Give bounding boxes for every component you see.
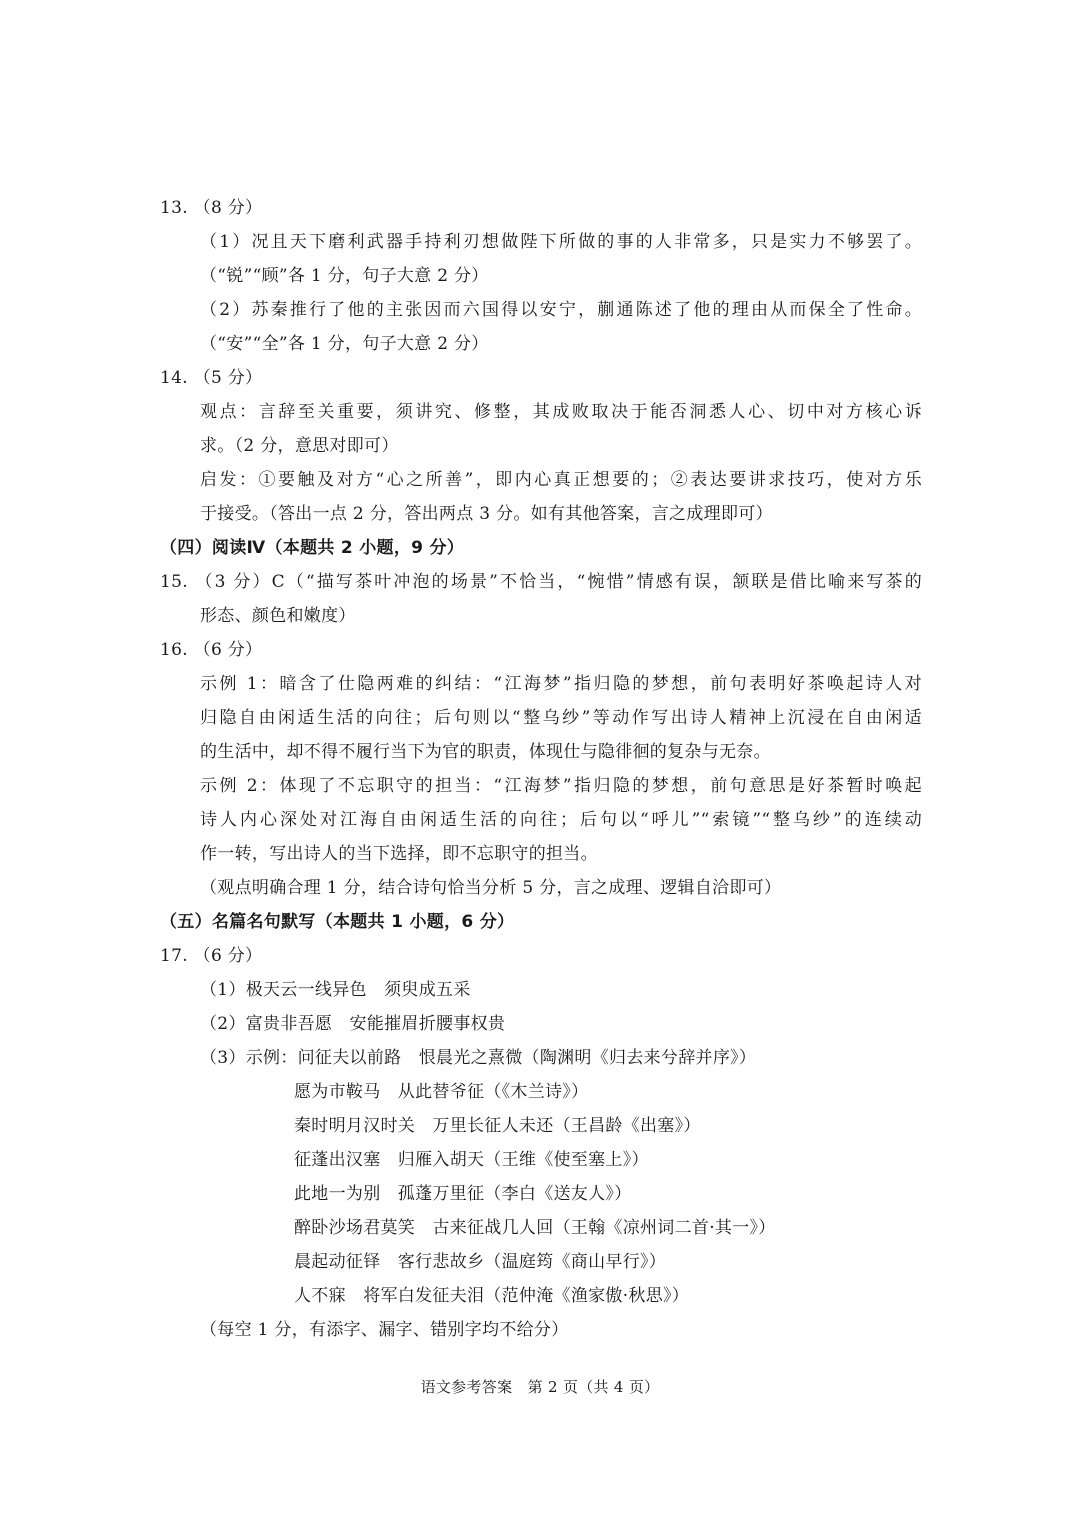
q13-answer-2: （2）苏秦推行了他的主张因而六国得以安宁，蒯通陈述了他的理由从而保全了性命。 [200, 300, 922, 320]
q16-example-2-line-2: 诗人内心深处对江海自由闲适生活的向往；后句以“呼儿”“索镜”“整乌纱”的连续动 [200, 810, 922, 830]
q17-example-line: 此地一为别 孤蓬万里征（李白《送友人》） [294, 1184, 632, 1204]
q16-example-1-line-3: 的生活中，却不得不履行当下为官的职责，体现仕与隐徘徊的复杂与无奈。 [200, 742, 771, 762]
q17-example-line: 愿为市鞍马 从此替爷征（《木兰诗》） [294, 1082, 589, 1102]
q16-scoring-note: （观点明确合理 1 分，结合诗句恰当分析 5 分，言之成理、逻辑自洽即可） [200, 878, 782, 898]
q14-viewpoint-line-1: 观点：言辞至关重要，须讲究、修整，其成败取决于能否洞悉人心、切中对方核心诉 [200, 402, 922, 422]
q14-insight-line-2: 于接受。（答出一点 2 分，答出两点 3 分。如有其他答案，言之成理即可） [200, 504, 773, 524]
section-4-title: （四）阅读Ⅳ（本题共 2 小题，9 分） [160, 538, 465, 558]
q17-example-line: 征蓬出汉塞 归雁入胡天（王维《使至塞上》） [294, 1150, 649, 1170]
q17-example-line: 醉卧沙场君莫笑 古来征战几人回（王翰《凉州词二首·其一》） [294, 1218, 776, 1238]
page-footer: 语文参考答案 第 2 页（共 4 页） [420, 1378, 660, 1396]
q14-viewpoint-line-2: 求。（2 分，意思对即可） [200, 436, 399, 456]
q17-answer-3: （3）示例：问征夫以前路 恨晨光之熹微（陶渊明《归去来兮辞并序》） [200, 1048, 757, 1068]
q16-example-1-line-1: 示例 1：暗含了仕隐两难的纠结：“江海梦”指归隐的梦想，前句表明好茶唤起诗人对 [200, 674, 922, 694]
q16-example-2-line-1: 示例 2：体现了不忘职守的担当：“江海梦”指归隐的梦想，前句意思是好茶暂时唤起 [200, 776, 922, 796]
section-5-title: （五）名篇名句默写（本题共 1 小题，6 分） [160, 912, 515, 932]
q13-note-1: （“锐”“顾”各 1 分，句子大意 2 分） [200, 266, 489, 286]
q14-header: 14. （5 分） [160, 368, 263, 388]
q15-line-2: 形态、颜色和嫩度） [200, 606, 356, 626]
q15-line-1: 15. （3 分）C（“描写茶叶冲泡的场景”不恰当，“惋惜”情感有误，颔联是借比喻来写茶的 [160, 572, 922, 592]
q16-header: 16. （6 分） [160, 640, 263, 660]
q17-answer-2: （2）富贵非吾愿 安能摧眉折腰事权贵 [200, 1014, 506, 1034]
q17-example-line: 晨起动征铎 客行悲故乡（温庭筠《商山早行》） [294, 1252, 667, 1272]
q17-example-line: 人不寐 将军白发征夫泪（范仲淹《渔家傲·秋思》） [294, 1286, 690, 1306]
q17-example-line: 秦时明月汉时关 万里长征人未还（王昌龄《出塞》） [294, 1116, 701, 1136]
q17-header: 17. （6 分） [160, 946, 263, 966]
q16-example-1-line-2: 归隐自由闲适生活的向往；后句则以“整乌纱”等动作写出诗人精神上沉浸在自由闲适 [200, 708, 922, 728]
q14-insight-line-1: 启发：①要触及对方“心之所善”，即内心真正想要的；②表达要讲求技巧，使对方乐 [200, 470, 922, 490]
q17-scoring-note: （每空 1 分，有添字、漏字、错别字均不给分） [200, 1320, 569, 1340]
q17-answer-1: （1）极天云一线异色 须臾成五采 [200, 980, 471, 1000]
q16-example-2-line-3: 作一转，写出诗人的当下选择，即不忘职守的担当。 [200, 844, 598, 864]
q13-note-2: （“安”“全”各 1 分，句子大意 2 分） [200, 334, 489, 354]
q13-answer-1: （1）况且天下磨利武器手持利刃想做陛下所做的事的人非常多，只是实力不够罢了。 [200, 232, 922, 252]
q13-header: 13. （8 分） [160, 198, 263, 218]
